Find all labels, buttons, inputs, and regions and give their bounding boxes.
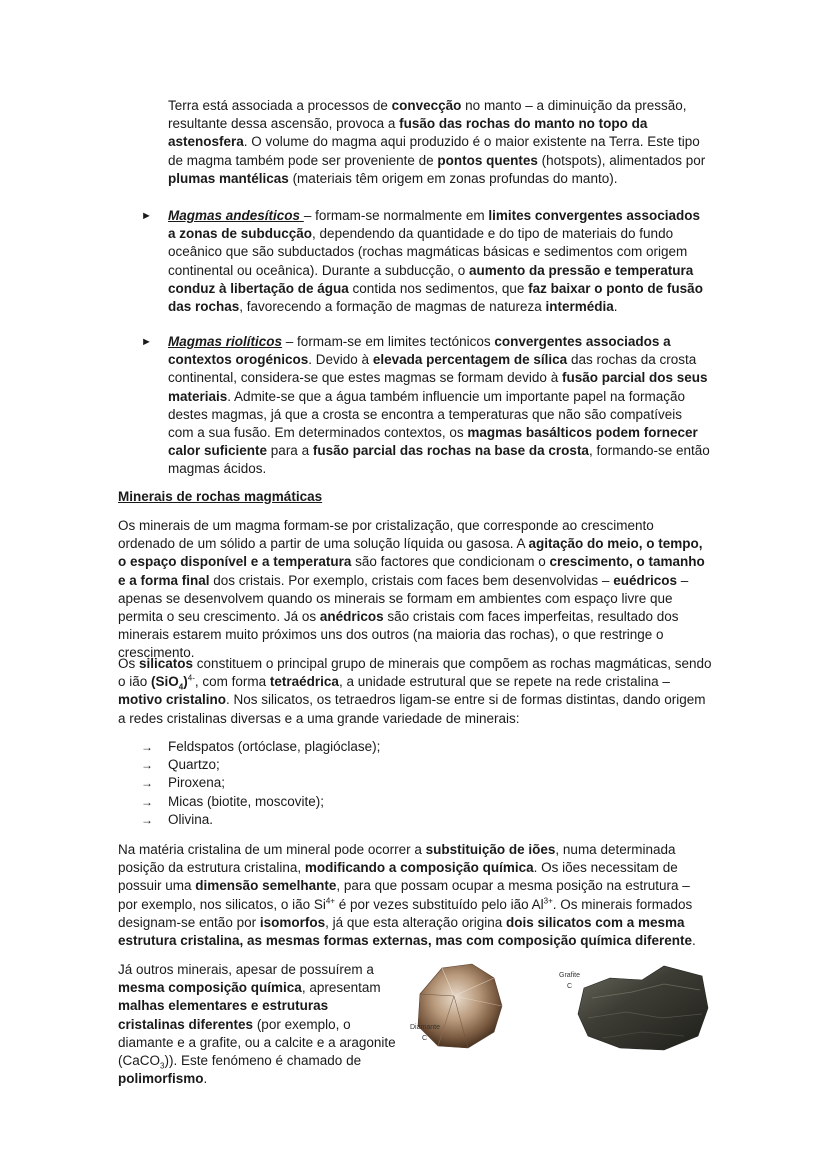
term-andesitic: Magmas andesíticos [168,208,304,223]
paragraph-polymorphism: Já outros minerais, apesar de possuírem a mesma composição química, apresentam malhas elementares e estruturas cristalinas diferentes (por exemplo, o diamante e a grafite, ou a calcite e a aragonite (CaCO$_3$)). Este fenómeno é chamado de polimorfismo. [118,962,396,1087]
list-item: → Olivina. [141,811,380,829]
graphite-rock [578,966,708,1050]
diamond-crystal [418,964,502,1048]
graphite-label: Grafite [559,972,581,979]
paragraph-silicates: Os silicatos constituem o principal grupo de minerais que compõem as rochas magmáticas, sendo o ião $(SiO_4)^{4-}$, com forma tetraédrica, a unidade estrutural que se repete na rede cristalina – motivo cristalino. Nos silicatos, os tetraedros ligam-se entre si de formas distintas, dando origem a redes cristalinas diversas e a uma grande variedade de minerais: [118,656,712,726]
term-rhyolitic: Magmas riolíticos [168,334,283,349]
paragraph-crystallization: Os minerais de um magma formam-se por cristalização, que corresponde ao crescimento ordenado de um sólido a partir de uma solução líquida ou gasosa. A agitação do meio, o tempo, o espaço disponível e a temperatura são factores que condicionam o crescimento, o tamanho e a forma final dos cristais. Por exemplo, cristais com faces bem desenvolvidas – euédricos – apenas se desenvolvem quando os minerais se formam em ambientes com espaço livre que permita o seu crescimento. Já os anédricos são cristais com faces imperfeitas, resultado dos minerais estarem muito próximos uns dos outros (na maioria das rochas), o que restringe o crescimento. [118,518,705,661]
minerals-list [141,738,380,829]
list-item: → Feldspatos (ortóclase, plagióclase); [141,738,380,756]
intro-paragraph: Terra está associada a processos de convecção no manto – a diminuição da pressão, resultante dessa ascensão, provoca a fusão das rochas do manto no topo da astenosfera. O volume do magma aqui produzido é o maior existente na Terra. Este tipo de magma também pode ser proveniente de pontos quentes (hotspots), alimentados por plumas mantélicas (materiais têm origem em zonas profundas do manto). [168,98,706,186]
diamond-label: Diamante [410,1024,440,1031]
bullet-arrow-icon: ► [141,210,152,222]
bullet-rhyolitic-magmas: ► Magmas riolíticos – formam-se em limites tectónicos convergentes associados a contextos orogénicos. Devido à elevada percentagem de sílica das rochas da crosta continental, considera-se que estes magmas se formam devido à fusão parcial dos seus materiais. Admite-se que a água também influencie um importante papel na formação destes magmas, já que a crosta se encontra a temperaturas que não são compatíveis com a sua fusão. Em determinados contextos, os magmas basálticos podem fornecer calor suficiente para a fusão parcial das rochas na base da crosta, formando-se então magmas ácidos. [141,334,710,477]
arrow-right-icon: → [141,740,153,754]
list-item: → Piroxena; [141,774,380,792]
section-heading: Minerais de rochas magmáticas [118,489,323,504]
diamond-graphite-figure [402,958,712,1058]
arrow-right-icon: → [141,812,153,827]
paragraph-isomorphism: Na matéria cristalina de um mineral pode ocorrer a substituição de iões, numa determinada posição da estrutura cristalina, modificando a composição química. Os iões necessitam de possuir uma dimensão semelhante, para que possam ocupar a mesma posição na estrutura – por exemplo, nos silicatos, o ião $Si^{4+}$ é por vezes substituído pelo ião $Al^{3+}$. Os minerais formados designam-se então por isomorfos, já que esta alteração origina dois silicatos com a mesma estrutura cristalina, as mesmas formas externas, mas com composição química diferente. [118,842,696,949]
bullet-andesitic-magmas: ► Magmas andesíticos – formam-se normalmente em limites convergentes associados a zonas de subducção, dependendo da quantidade e do tipo de materiais do fundo oceânico que são subductados (rochas magmáticas básicas e sedimentos com origem continental ou oceânica). Durante a subducção, o aumento da pressão e temperatura conduz à libertação de água contida nos sedimentos, que faz baixar o ponto de fusão das rochas, favorecendo a formação de magmas de natureza intermédia. [141,208,703,315]
diamond-formula: C [422,1035,428,1042]
list-item: → Quartzo; [141,756,380,774]
arrow-right-icon: → [141,776,153,791]
graphite-formula: C [567,983,573,990]
bullet-arrow-icon: ► [141,336,152,348]
minerals-illustration [402,958,712,1058]
arrow-right-icon: → [141,758,153,773]
list-item: → Micas (biotite, moscovite); [141,793,380,811]
arrow-right-icon: → [141,794,153,809]
